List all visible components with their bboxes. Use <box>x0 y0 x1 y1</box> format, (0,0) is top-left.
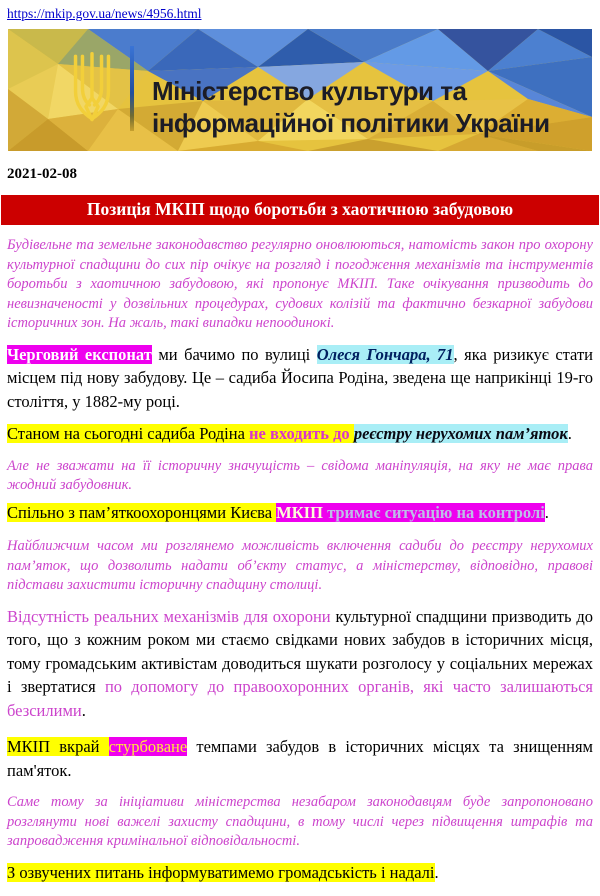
publish-date: 2021-02-08 <box>7 166 77 182</box>
highlight-cyan-registry: реєстру нерухомих пам’яток <box>353 424 568 443</box>
magenta-segment: Відсутність реальних механізмів для охорони <box>7 606 336 626</box>
highlight-magenta-run <box>276 503 545 522</box>
ministry-title-line2: інформаційної політики України <box>152 108 550 138</box>
emphasis-magenta-segment: не входить до <box>249 424 354 443</box>
text-segment: , яка ризикує стати місцем під нову забудову. Це – садиба Йосипа Родіна, зведена ще наприкінці 19-го століття, у 1882-му році. <box>7 344 593 411</box>
article-body <box>0 236 600 884</box>
trident-icon <box>66 49 118 133</box>
ministry-title <box>152 75 550 139</box>
highlight-yellow-run: З озвучених питань інформуватимемо громадськість і надалі <box>7 862 435 882</box>
emphasis-mkip-segment: МКІП <box>276 502 328 522</box>
paragraph-mechanisms <box>7 605 593 723</box>
paragraph-concern <box>7 735 593 782</box>
emphasis-control-segment: тримає ситуацію на контролі <box>327 502 545 522</box>
banner-divider <box>130 46 134 131</box>
text-segment: . <box>567 424 572 443</box>
ministry-title-line1: Міністерство культури та <box>152 76 467 106</box>
paragraph-closing <box>7 861 593 885</box>
magenta-segment: по допомогу до правоохоронних органів, які часто залишаються безсилими <box>7 677 593 720</box>
paragraph-exhibit <box>7 343 593 414</box>
highlight-yellow-run: МКІП вкрай <box>7 737 109 756</box>
highlight-magenta-segment: Черговий експонат <box>7 344 152 364</box>
text-segment: темпами забудов в історичних місцях та знищенням пам'яток. <box>7 737 593 780</box>
highlight-yellow-run <box>7 424 354 443</box>
paragraph-registry <box>7 422 593 446</box>
paragraph-intro: Будівельне та земельне законодавство регулярно оновлюються, натомість закон про охорону культурної спадщини до сих пір очікує на розгляд і погодження механізмів та інструментів боротьби з хаотичною забудовою, які пропонує МКІП. Таке очікування призводить до невизначеності у дозвільних процедурах, судових колізій та фактично безкарної забудови історичних зон. На жаль, такі випадки непоодинокі. <box>7 237 593 331</box>
paragraph-control <box>7 501 593 525</box>
paragraph-plans: Найближчим часом ми розглянемо можливість включення садиби до реєстру нерухомих пам’яток, що дозволить надати об’єкту статус, а міністерству, відповідно, правові підстави захистити історичну спадщину столиці. <box>7 538 593 593</box>
text-segment: . <box>434 862 439 882</box>
text-segment: . <box>544 502 549 522</box>
paragraph-initiative: Саме тому за ініціативи міністерства незабаром законодавцям буде запропоновано розглянути нові важелі захисту спадщини, в тому числі через підвищення штрафів та запровадження кримінальної відповідальності. <box>7 794 593 849</box>
text-segment: ми бачимо по вулиці <box>151 344 317 364</box>
highlight-magenta-concern: стурбоване <box>108 737 188 756</box>
text-segment: Станом на сьогодні садиба Родіна <box>7 424 250 443</box>
ministry-banner <box>8 29 592 151</box>
highlight-cyan-address: Олеся Гончара, 71 <box>316 344 454 364</box>
article-headline: Позиція МКІП щодо боротьби з хаотичною забудовою <box>1 195 599 225</box>
text-segment: . <box>81 700 86 720</box>
highlight-yellow-run: Спільно з пам’яткоохоронцями Києва <box>7 502 277 522</box>
paragraph-manipulation: Але не зважати на її історичну значущість – свідома маніпуляція, на яку не має права жодний забудовник. <box>7 457 593 493</box>
page-url-link[interactable]: https://mkip.gov.ua/news/4956.html <box>7 6 202 21</box>
text-segment: культурної спадщини призводить до того, що з кожним роком ми стаємо свідками нових забудов в історичних місця, тому громадським активістам доводиться шукати розголосу у соціальних мережах і звертатися <box>7 606 593 696</box>
